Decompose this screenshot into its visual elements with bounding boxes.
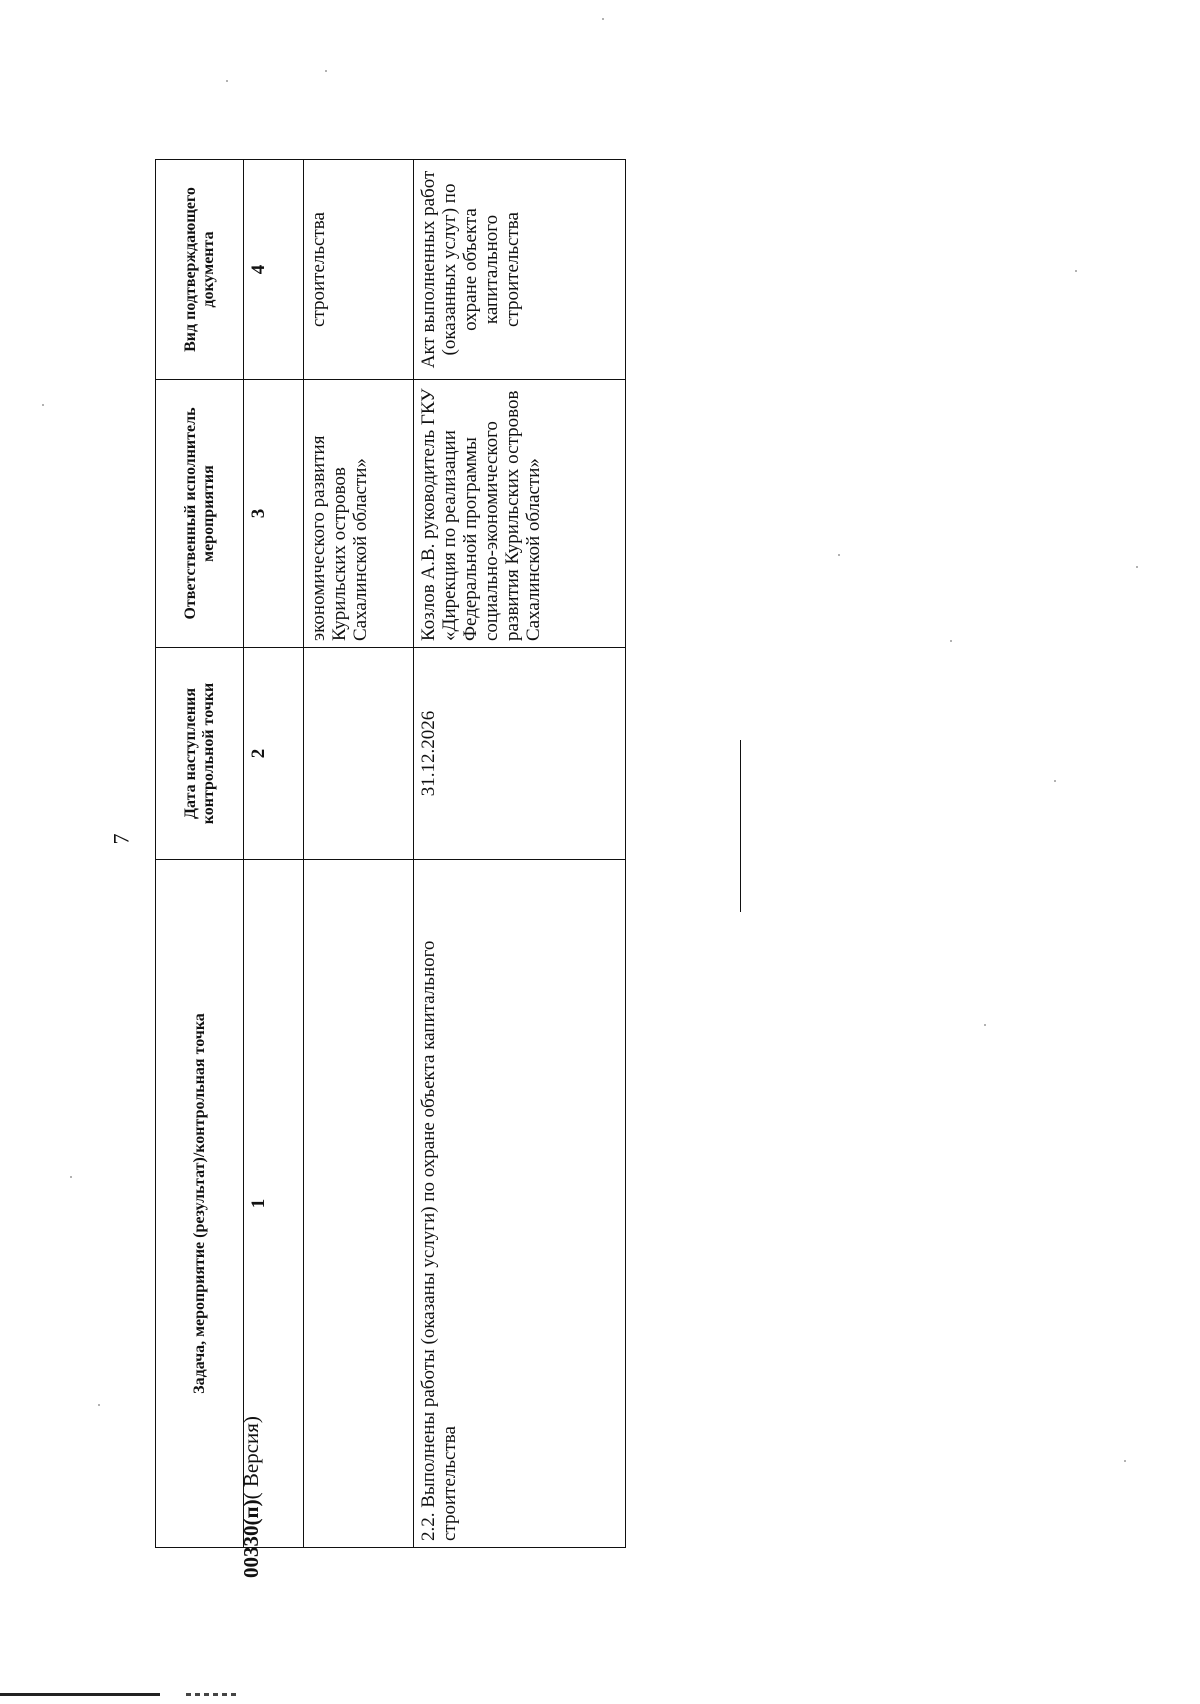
column-number: 1 xyxy=(244,860,304,1548)
cell-document: Акт выполненных работ (оказанных услуг) по охране объекта капитального строительства xyxy=(414,160,626,380)
scan-artifact xyxy=(838,554,840,556)
document-footer-code xyxy=(239,1397,269,1597)
header-task: Задача, мероприятие (результат)/контрольная точка xyxy=(156,860,244,1548)
header-executor: Ответственный исполнитель мероприятия xyxy=(156,380,244,648)
page-number: 7 xyxy=(108,833,134,845)
cell-date: 31.12.2026 xyxy=(414,648,626,860)
column-number: 2 xyxy=(244,648,304,860)
header-date: Дата наступления контрольной точки xyxy=(156,648,244,860)
scan-artifact xyxy=(1054,780,1056,782)
separator-line xyxy=(740,740,741,912)
scan-artifact xyxy=(984,1024,986,1026)
header-document: Вид подтверждающего документа xyxy=(156,160,244,380)
scan-artifact xyxy=(70,1176,72,1178)
scan-artifact xyxy=(950,640,952,642)
scan-edge-mark xyxy=(186,1693,236,1696)
cell-task xyxy=(304,860,414,1548)
table-row xyxy=(304,160,414,1548)
scan-artifact xyxy=(98,1404,100,1406)
scan-artifact xyxy=(1136,566,1138,568)
scan-artifact xyxy=(1124,1460,1126,1462)
column-number: 4 xyxy=(244,160,304,380)
plan-table-container xyxy=(155,160,625,1548)
cell-executor: Козлов А.В. руководитель ГКУ «Дирекция по реализации Федеральной программы социально-экономического развития Курильских островов Сахалинской области» xyxy=(414,380,626,648)
footer-suffix: ( Версия) xyxy=(239,1416,263,1500)
scan-artifact xyxy=(602,18,604,20)
cell-document: строительства xyxy=(304,160,414,380)
table-row xyxy=(414,160,626,1548)
column-number: 3 xyxy=(244,380,304,648)
footer-code: 00330(п) xyxy=(239,1499,263,1578)
scan-artifact xyxy=(226,80,228,82)
scan-artifact xyxy=(1075,270,1077,272)
scan-artifact xyxy=(42,404,44,406)
plan-table xyxy=(155,159,626,1548)
table-header-row xyxy=(156,160,244,1548)
scan-artifact xyxy=(325,70,327,72)
column-number-row xyxy=(244,160,304,1548)
cell-task: 2.2. Выполнены работы (оказаны услуги) по охране объекта капитального строительства xyxy=(414,860,626,1548)
cell-date xyxy=(304,648,414,860)
cell-executor: экономического развития Курильских островов Сахалинской области» xyxy=(304,380,414,648)
scan-edge-mark xyxy=(0,1693,160,1696)
